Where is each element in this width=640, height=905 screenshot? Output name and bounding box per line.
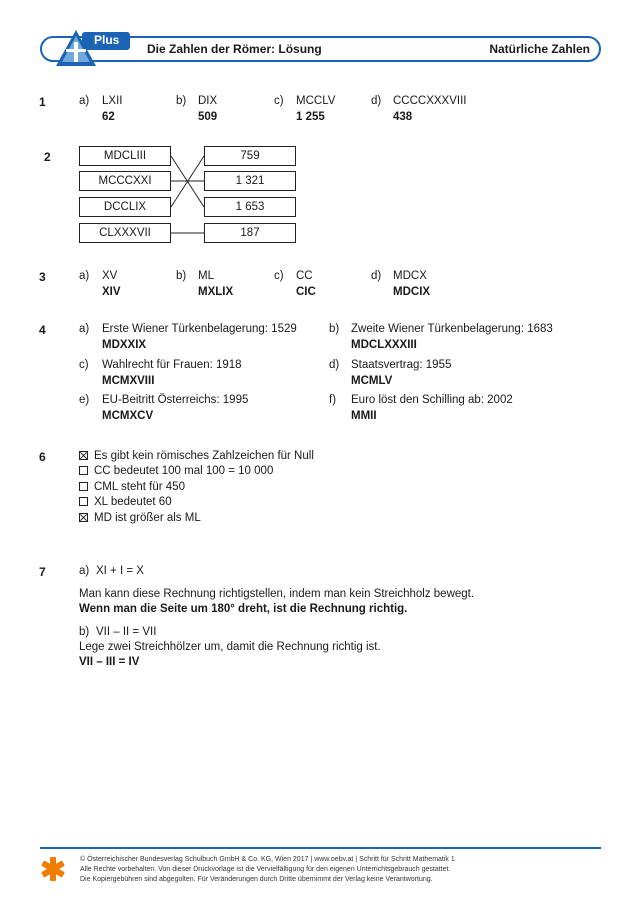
logo-text: Plus — [94, 33, 120, 47]
roman-value: MCCLV — [296, 95, 336, 107]
number-box: 187 — [204, 223, 296, 243]
item-letter: b) — [176, 95, 187, 107]
roman-box: DCCLIX — [79, 197, 171, 217]
copyright-notice — [80, 855, 455, 885]
equation: VII – II = VII — [96, 626, 157, 638]
item-letter: b) — [329, 323, 340, 335]
checkbox-item — [79, 481, 185, 493]
item-letter: a) — [79, 565, 90, 577]
given-value: ML — [198, 270, 214, 282]
event-text: Staatsvertrag: 1955 — [351, 359, 452, 371]
item-letter: a) — [79, 323, 90, 335]
answer: VII – III = IV — [79, 656, 140, 668]
footer-line: Alle Rechte vorbehalten. Von dieser Druckvorlage ist die Vervielfältigung für den eigenen Unterrichtsgebrauch gestattet. — [80, 866, 451, 873]
statement-text: CML steht für 450 — [94, 481, 185, 493]
task-number: 1 — [39, 95, 46, 109]
answer: MCMXVIII — [102, 375, 155, 387]
statement-text: Es gibt kein römisches Zahlzeichen für Null — [94, 450, 314, 462]
checkbox-item — [79, 450, 314, 462]
answer: 438 — [393, 111, 413, 123]
given-value: CC — [296, 270, 313, 282]
item-letter: a) — [79, 270, 90, 282]
given-value: MDCX — [393, 270, 427, 282]
item-letter: d) — [371, 95, 382, 107]
page-topic: Natürliche Zahlen — [489, 42, 590, 56]
item-letter: f) — [329, 394, 337, 406]
number-box: 1 321 — [204, 171, 296, 191]
equation: XI + I = X — [96, 565, 144, 577]
event-text: Zweite Wiener Türkenbelagerung: 1683 — [351, 323, 553, 335]
instruction-text: Lege zwei Streichhölzer um, damit die Rechnung richtig ist. — [79, 641, 381, 653]
answer: 62 — [102, 111, 115, 123]
answer: 509 — [198, 111, 218, 123]
item-letter: e) — [79, 394, 90, 406]
answer: MDCLXXXIII — [351, 339, 417, 351]
item-letter: b) — [176, 270, 187, 282]
matching-lines — [171, 140, 205, 240]
item-letter: b) — [79, 626, 90, 638]
task-number: 7 — [39, 565, 46, 579]
roman-value: CCCCXXXVIII — [393, 95, 467, 107]
item-letter: c) — [274, 95, 284, 107]
checkbox-item — [79, 465, 273, 477]
answer: MMII — [351, 410, 377, 422]
roman-box: MCCCXXI — [79, 171, 171, 191]
answer: MDCIX — [393, 286, 431, 298]
checked-box-icon — [79, 451, 88, 460]
statement-text: CC bedeutet 100 mal 100 = 10 000 — [94, 465, 274, 477]
given-value: XV — [102, 270, 118, 282]
answer: Wenn man die Seite um 180° dreht, ist die Rechnung richtig. — [79, 603, 408, 615]
answer: MCMXCV — [102, 410, 154, 422]
answer: MDXXIX — [102, 339, 147, 351]
roman-value: LXII — [102, 95, 123, 107]
statement-text: MD ist größer als ML — [94, 512, 201, 524]
answer: 1 255 — [296, 111, 325, 123]
item-letter: c) — [274, 270, 284, 282]
roman-value: DIX — [198, 95, 218, 107]
empty-box-icon — [79, 466, 88, 475]
answer: MXLIX — [198, 286, 234, 298]
number-box: 759 — [204, 146, 296, 166]
item-letter: d) — [329, 359, 340, 371]
checkbox-item — [79, 512, 201, 524]
item-letter: c) — [79, 359, 89, 371]
task-number: 3 — [39, 270, 46, 284]
task-number: 2 — [44, 150, 51, 164]
event-text: Erste Wiener Türkenbelagerung: 1529 — [102, 323, 297, 335]
instruction-text: Man kann diese Rechnung richtigstellen, indem man kein Streichholz bewegt. — [79, 588, 475, 600]
checked-box-icon — [79, 513, 88, 522]
roman-box: MDCLIII — [79, 146, 171, 166]
statement-text: XL bedeutet 60 — [94, 496, 172, 508]
footer-divider — [40, 847, 601, 849]
footer-line: © Österreichischer Bundesverlag Schulbuch GmbH & Co. KG, Wien 2017 | www.oebv.at | Schritt für Schritt Mathematik 1 — [80, 856, 455, 863]
event-text: Euro löst den Schilling ab: 2002 — [351, 394, 513, 406]
answer: MCMLV — [351, 375, 393, 387]
empty-box-icon — [79, 482, 88, 491]
checkbox-item — [79, 496, 172, 508]
empty-box-icon — [79, 497, 88, 506]
task-number: 4 — [39, 323, 46, 337]
number-box: 1 653 — [204, 197, 296, 217]
event-text: EU-Beitritt Österreichs: 1995 — [102, 394, 249, 406]
event-text: Wahlrecht für Frauen: 1918 — [102, 359, 242, 371]
item-letter: a) — [79, 95, 90, 107]
footer-line: Die Kopiergebühren sind abgegolten. Für Veränderungen durch Dritte übernimmt der Verlag keine Verantwortung. — [80, 876, 433, 883]
roman-box: CLXXXVII — [79, 223, 171, 243]
task-number: 6 — [39, 450, 46, 464]
answer: XIV — [102, 286, 121, 298]
item-letter: d) — [371, 270, 382, 282]
publisher-logo-icon — [40, 856, 66, 882]
answer: CIC — [296, 286, 316, 298]
page-title: Die Zahlen der Römer: Lösung — [147, 42, 322, 56]
